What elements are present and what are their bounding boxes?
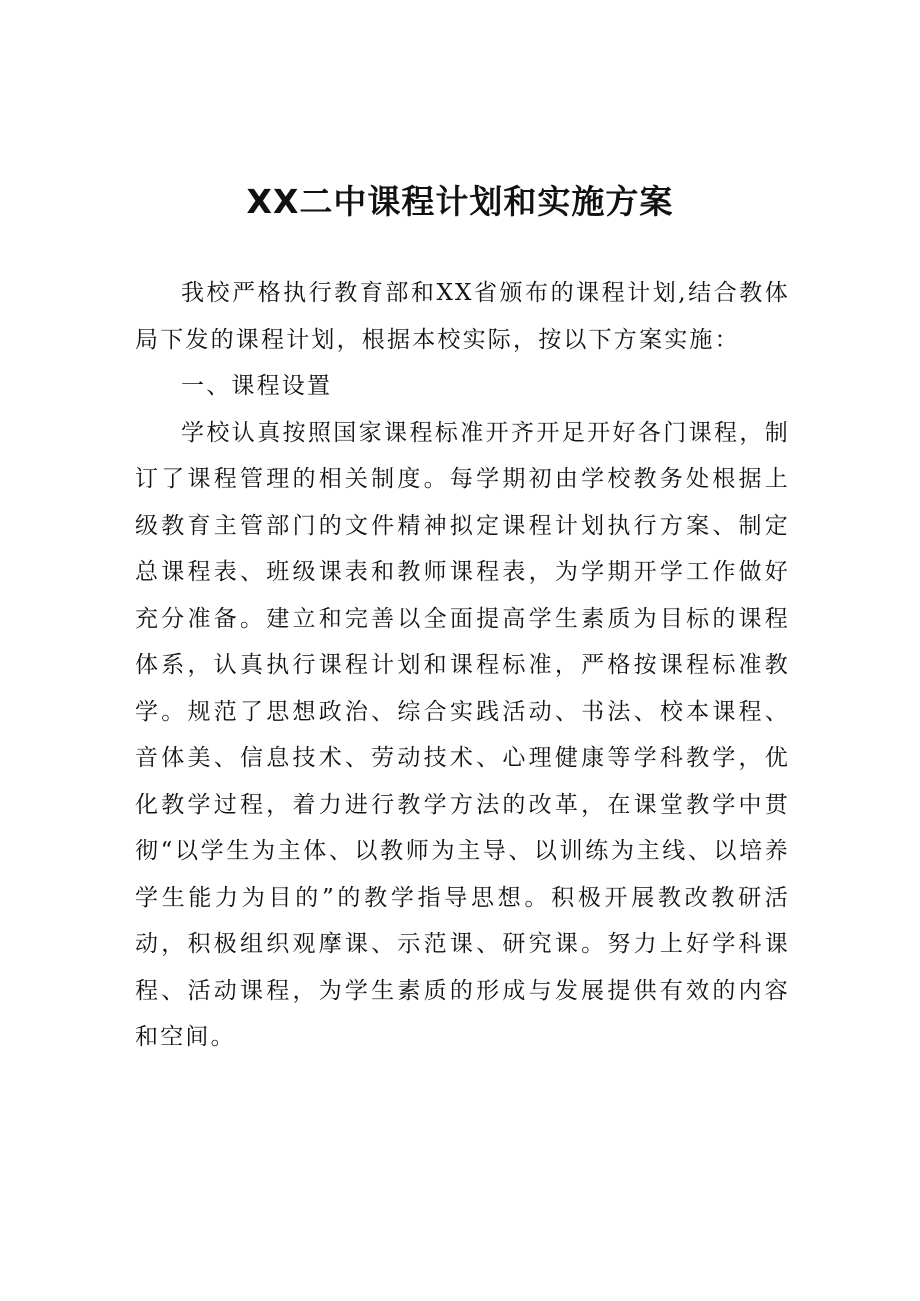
- intro-paragraph: 我校严格执行教育部和XX省颁布的课程计划,结合教体局下发的课程计划，根据本校实际，按以下方案实施：: [135, 280, 790, 353]
- body-paragraph: 学校认真按照国家课程标准开齐开足开好各门课程，制订了课程管理的相关制度。每学期初由学校教务处根据上级教育主管部门的文件精神拟定课程计划执行方案、制定总课程表、班级课表和教师课程表，为学期开学工作做好充分准备。建立和完善以全面提高学生素质为目标的课程体系，认真执行课程计划和课程标准，严格按课程标准教学。规范了思想政治、综合实践活动、书法、校本课程、音体美、信息技术、劳动技术、心理健康等学科教学，优化教学过程，着力进行教学方法的改革，在课堂教学中贯彻“以学生为主体、以教师为主导、以训练为主线、以培养学生能力为目的”的教学指导思想。积极开展教改教研活动，积极组织观摩课、示范课、研究课。努力上好学科课程、活动课程，为学生素质的形成与发展提供有效的内容和空间。: [135, 419, 790, 1050]
- document-body: [135, 270, 790, 1061]
- section-heading: 一、课程设置: [181, 373, 333, 399]
- document-title: XX二中课程计划和实施方案: [246, 182, 674, 221]
